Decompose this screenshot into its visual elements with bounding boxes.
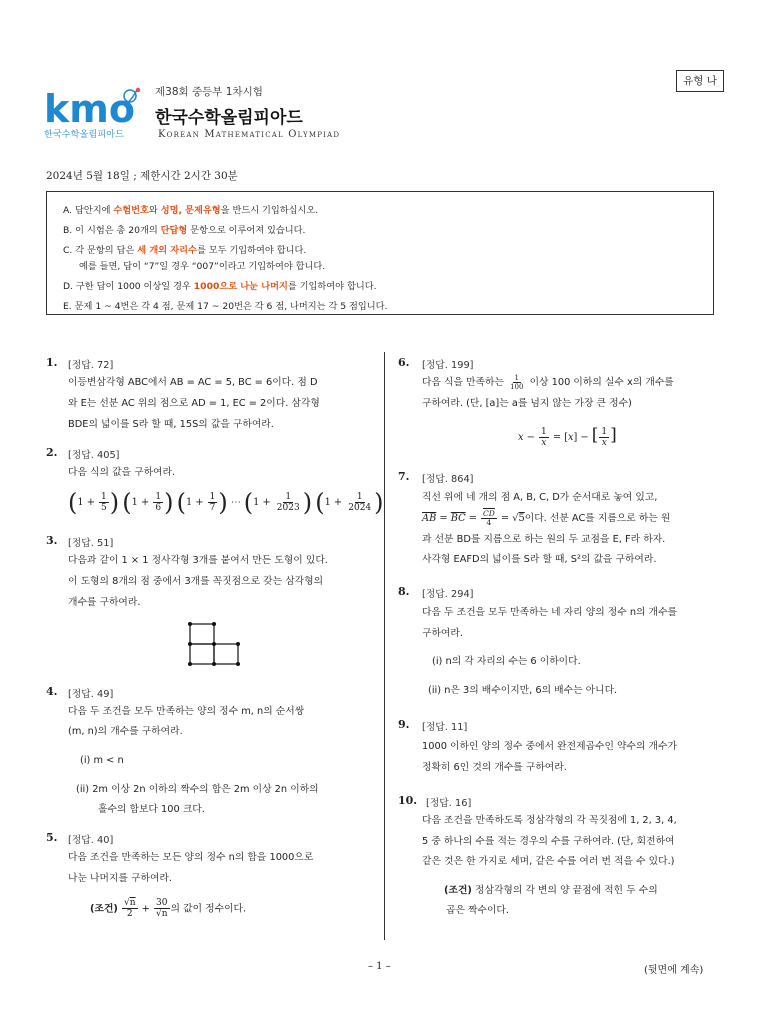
instruction-c-example: 예를 들면, 답이 “7”일 경우 “007”이라고 기입하여야 합니다. <box>79 261 326 272</box>
instruction-a <box>63 202 318 216</box>
exam-round: 제38회 중등부 1차시험 <box>155 86 263 98</box>
exam-type-badge: 유형 나 <box>676 70 724 92</box>
problem-7-line: 과 선분 BD를 지름으로 하는 원의 두 교점을 E, F라 하자. <box>422 534 666 545</box>
one-over-100: $\frac{1}{100}$ <box>510 373 524 391</box>
problem-8-answer: [정답. 294] <box>422 589 474 600</box>
problem-3-number: 3. <box>46 534 58 547</box>
problem-8-condition: (ii) n은 3의 배수이지만, 6의 배수는 아니다. <box>428 685 618 696</box>
problem-7-number: 7. <box>398 470 410 483</box>
problem-4-line: 다음 두 조건을 모두 만족하는 양의 정수 m, n의 순서쌍 <box>68 706 305 717</box>
problem-4-number: 4. <box>46 685 58 698</box>
problem-3-line: 다음과 같이 1 × 1 정사각형 3개를 붙여서 만든 도형이 있다. <box>68 555 328 566</box>
problem-10-number: 10. <box>398 794 418 807</box>
instruction-highlight: 세 개의 자리수 <box>137 245 197 256</box>
instruction-text: C. 각 문항의 답은 <box>63 245 138 256</box>
problem-7-line: 사각형 EAFD의 넓이를 S라 할 때, S²의 값을 구하여라. <box>422 554 657 565</box>
instruction-c <box>63 242 306 256</box>
problem-1-number: 1. <box>46 356 58 369</box>
instruction-text: B. 이 시험은 총 20개의 <box>63 225 161 236</box>
problem-6-line: 구하여라. (단, [a]는 a를 넘지 않는 가장 큰 정수) <box>422 398 632 409</box>
problem-10-line: 같은 것은 한 가지로 세며, 같은 수를 여러 번 적을 수 있다.) <box>422 856 675 867</box>
problem-8-number: 8. <box>398 585 410 598</box>
problem-4-condition: 홀수의 합보다 100 크다. <box>98 804 205 815</box>
instruction-text: 를 모두 기입하여야 합니다. <box>196 245 307 256</box>
problem-7-answer: [정답. 864] <box>422 474 474 485</box>
instructions-box <box>46 191 714 315</box>
problem-7-line <box>422 509 670 530</box>
problem-4-condition: (i) m < n <box>80 755 124 766</box>
l-shape-figure <box>184 618 244 670</box>
30-over-sqrt-n: $\frac{30}{√n}$ <box>156 898 168 919</box>
problem-7-text: 이다. 선분 AC를 지름으로 하는 원 <box>524 513 671 524</box>
problem-10-line: 5 중 하나의 수를 적는 경우의 수를 구하여라. (단, 회전하여 <box>422 836 675 847</box>
problem-6-text: 이상 100 이하의 실수 x의 개수를 <box>529 377 674 388</box>
problem-10-condition <box>444 881 658 902</box>
problem-5-number: 5. <box>46 831 58 844</box>
problem-1-line: BDE의 넓이를 S라 할 때, 15S의 값을 구하여라. <box>68 419 274 430</box>
problem-9-answer: [정답. 11] <box>422 722 468 733</box>
column-divider <box>384 352 385 940</box>
problem-6-number: 6. <box>398 356 410 369</box>
sqrt-n-over-2: $\frac{√n}{2}$ <box>124 898 136 919</box>
problem-3-line: 개수를 구하여라. <box>68 597 141 608</box>
instruction-highlight: 1000으로 나눈 나머지 <box>193 281 288 292</box>
page-number: – 1 – <box>368 961 391 972</box>
svg-text:kmo: kmo <box>44 87 135 130</box>
problem-8-line: 다음 두 조건을 모두 만족하는 네 자리 양의 정수 n의 개수를 <box>422 607 678 618</box>
problem-6-answer: [정답. 199] <box>422 360 474 371</box>
problem-10-answer: [정답. 16] <box>426 798 472 809</box>
problem-5-condition: (조건) $\frac{√n}{2}$ + $\frac{30}{√n}$ 의 값이 정수이다. <box>90 898 247 919</box>
page-title: 한국수학올림피아드 <box>155 108 303 128</box>
problem-9-number: 9. <box>398 718 410 731</box>
continue-note: (뒷면에 계속) <box>644 965 704 976</box>
problem-6-equation: x − $\frac{1}{x}$ = [x] − [ $\frac{1}{x}$ ] <box>518 425 617 448</box>
exam-date-line: 2024년 5월 18일 ; 제한시간 2시간 30분 <box>46 170 238 182</box>
problem-3-line: 이 도형의 8개의 점 중에서 3개를 꼭짓점으로 갖는 삼각형의 <box>68 576 324 587</box>
problem-10-line: 다음 조건을 만족하도록 정삼각형의 각 꼭짓점에 1, 2, 3, 4, <box>422 815 677 826</box>
instruction-text: 와 <box>148 205 161 216</box>
problem-8-condition: (i) n의 각 자리의 수는 6 이하이다. <box>432 656 581 667</box>
logo-subtitle: 한국수학올림피아드 <box>44 130 125 140</box>
instruction-text: 문항으로 이루어져 있습니다. <box>187 225 306 236</box>
problem-2-answer: [정답. 405] <box>68 450 120 461</box>
instruction-highlight: 성명, 문제유형 <box>160 205 221 216</box>
instruction-d <box>63 278 377 292</box>
problem-5-line: 나눈 나머지를 구하여라. <box>68 873 172 884</box>
problem-2-line: 다음 식의 값을 구하여라. <box>68 467 176 478</box>
problem-5-answer: [정답. 40] <box>68 835 114 846</box>
problem-9-line: 1000 이하인 양의 정수 중에서 완전제곱수인 약수의 개수가 <box>422 741 677 752</box>
instruction-text: A. 답안지에 <box>63 205 114 216</box>
english-title: Korean Mathematical Olympiad <box>158 129 341 140</box>
condition-label: (조건) <box>90 903 118 915</box>
instruction-text: D. 구한 답이 1000 이상일 경우 <box>63 281 194 292</box>
condition-tail: 의 값이 정수이다. <box>170 903 247 915</box>
problem-7-line: 직선 위에 네 개의 점 A, B, C, D가 순서대로 놓여 있고, <box>422 492 658 503</box>
problem-10-condition: 곱은 짝수이다. <box>446 905 510 916</box>
problem-1-answer: [정답. 72] <box>68 360 114 371</box>
instruction-highlight: 수험번호 <box>113 205 149 216</box>
condition-text: 정삼각형의 각 변의 양 끝점에 적힌 두 수의 <box>475 885 658 896</box>
problem-7-ratio: $\overline{AB} = \overline{BC}$ = $\frac{\overline{CD}}{4}$ = √5 <box>422 509 525 527</box>
problem-4-answer: [정답. 49] <box>68 689 114 700</box>
problem-2-number: 2. <box>46 446 58 459</box>
problem-3-answer: [정답. 51] <box>68 538 114 549</box>
problem-8-line: 구하여라. <box>422 628 463 639</box>
instruction-highlight: 단답형 <box>160 225 188 236</box>
problem-4-line: (m, n)의 개수를 구하여라. <box>68 726 183 737</box>
condition-label: (조건) <box>444 885 472 896</box>
problem-4-condition: (ii) 2m 이상 2n 이하의 짝수의 합은 2m 이상 2n 이하의 <box>76 784 319 795</box>
problem-9-line: 정확히 6인 것의 개수를 구하여라. <box>422 762 567 773</box>
instruction-e: E. 문제 1 ~ 4번은 각 4 점, 문제 17 ~ 20번은 각 6 점, 나머지는 각 5 점입니다. <box>63 301 388 312</box>
problem-6-text: 다음 식을 만족하는 <box>422 377 504 388</box>
problem-1-line: 와 E는 선분 AC 위의 점으로 AD = 1, EC = 2이다. 삼각형 <box>68 398 320 409</box>
problem-5-line: 다음 조건을 만족하는 모든 양의 정수 n의 합을 1000으로 <box>68 852 314 863</box>
problem-2-expression: (1 + $\frac{1}{5}$ ) (1 + $\frac{1}{6}$ ) (1 + $\frac{1}{7}$ ) ⋯ (1 + $\frac{1}{2023}$ ) (1 + $\frac{1}{2024}$ ) <box>68 488 384 517</box>
kmo-logo-graphic <box>44 84 144 130</box>
instruction-text: 를 기입하여야 합니다. <box>287 281 377 292</box>
problem-6-line <box>422 373 674 394</box>
problem-1-line: 이등변삼각형 ABC에서 AB = AC = 5, BC = 6이다. 점 D <box>68 377 318 388</box>
instruction-b <box>63 222 305 236</box>
instruction-text: 을 반드시 기입하십시오. <box>220 205 319 216</box>
